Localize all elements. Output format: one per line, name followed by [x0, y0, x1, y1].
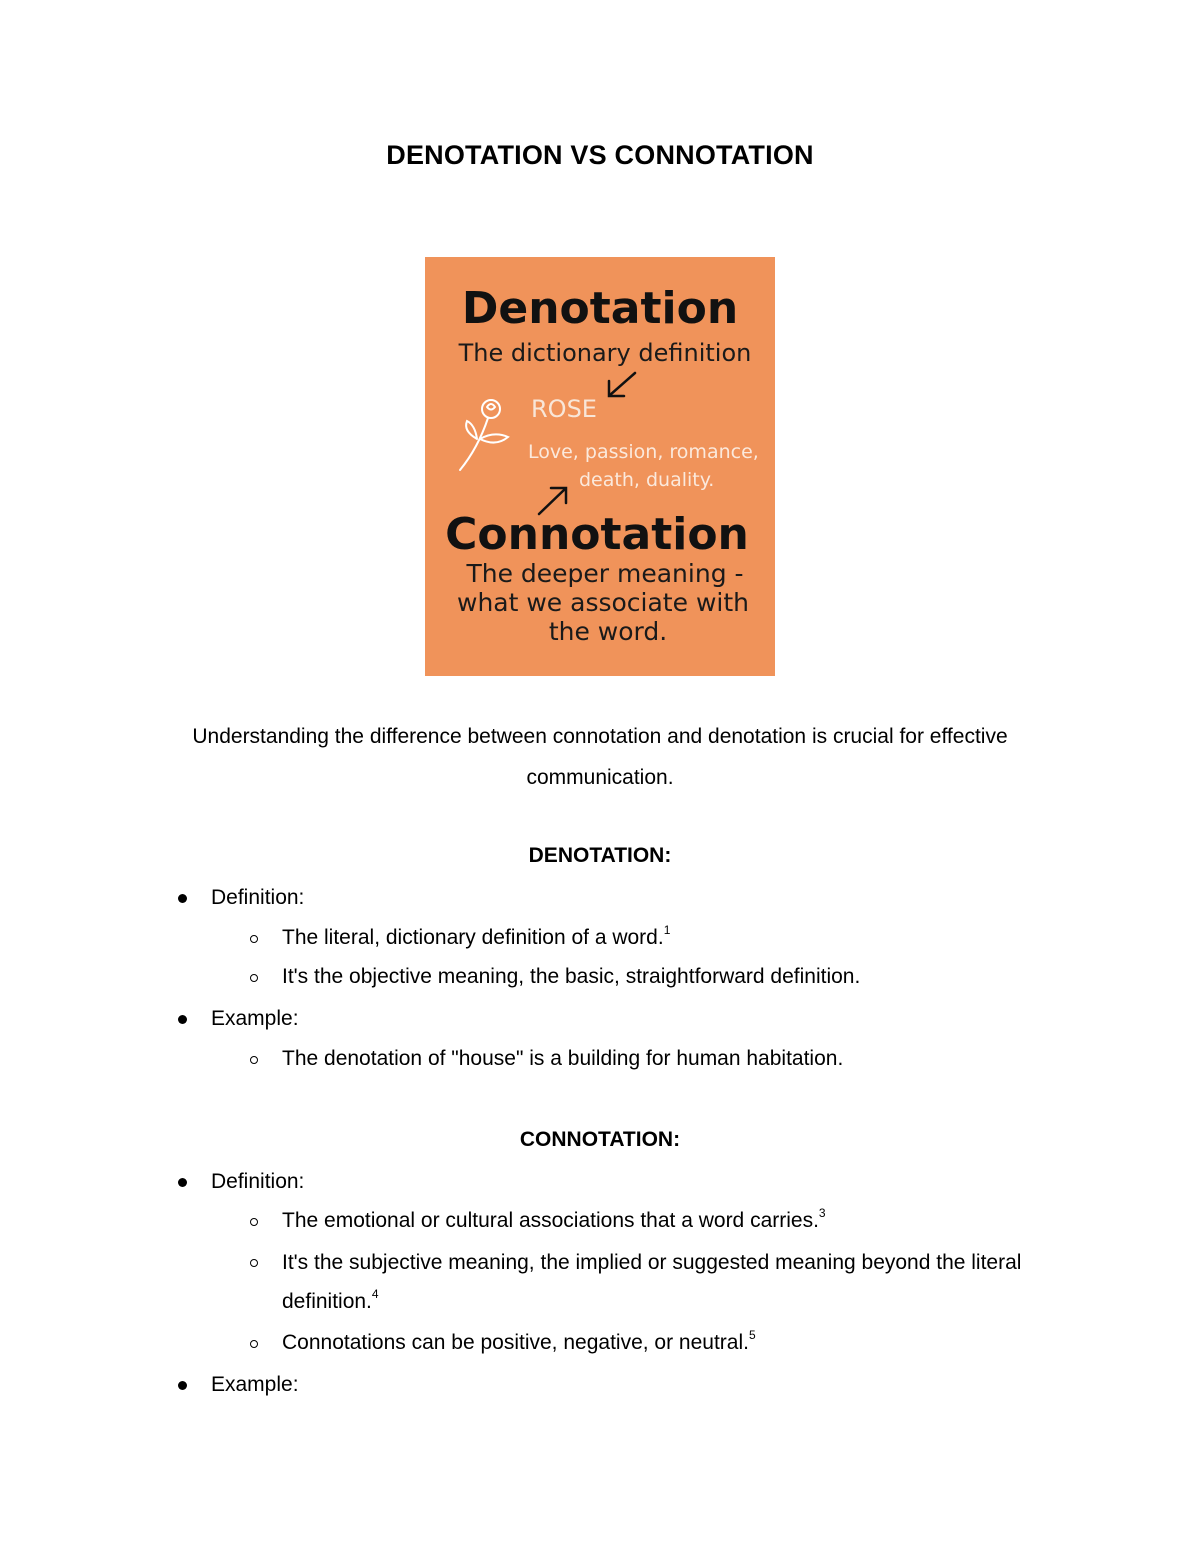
intro-paragraph: Understanding the difference between connotation and denotation is crucial for effective communication.: [192, 725, 1008, 789]
infographic-denotation-heading: Denotation: [461, 283, 739, 334]
infographic-associations-line2: death, duality.: [579, 469, 715, 491]
denotation-def-item: The literal, dictionary definition of a word.$^1$: [282, 923, 671, 949]
connotation-def-item: It's the subjective meaning, the implied or suggested meaning beyond the literal definition.$^4$: [282, 1251, 1022, 1313]
connotation-heading: CONNOTATION:: [519, 1128, 681, 1151]
page-title: DENOTATION VS CONNOTATION: [386, 140, 814, 170]
bullet-icon: [178, 1015, 187, 1024]
infographic-connotation-heading: Connotation: [445, 509, 749, 560]
bullet-icon: [178, 894, 187, 903]
denotation-connotation-infographic: [425, 257, 775, 676]
footnote-ref[interactable]: 1: [663, 923, 671, 937]
connotation-def-item: Connotations can be positive, negative, or neutral.$^5$: [282, 1328, 756, 1354]
connotation-def-item: The emotional or cultural associations that a word carries.$^3$: [282, 1206, 826, 1232]
sub-bullet-icon: [250, 1340, 258, 1348]
infographic-connotation-subtitle-line3: the word.: [548, 617, 668, 646]
sub-bullet-icon: [250, 974, 258, 982]
sub-bullet-icon: [250, 935, 258, 943]
infographic-connotation-subtitle-line2: what we associate with: [457, 588, 749, 617]
footnote-ref[interactable]: 5: [748, 1328, 756, 1342]
denotation-heading: DENOTATION:: [528, 844, 672, 867]
footnote-ref[interactable]: 3: [818, 1206, 826, 1220]
sub-bullet-icon: [250, 1218, 258, 1226]
infographic-denotation-subtitle: The dictionary definition: [458, 339, 752, 367]
denotation-def-item: It's the objective meaning, the basic, straightforward definition.: [282, 965, 861, 988]
infographic-word-rose: ROSE: [531, 395, 597, 423]
sub-bullet-icon: [250, 1056, 258, 1064]
bullet-icon: [178, 1178, 187, 1187]
footnote-ref[interactable]: 4: [371, 1287, 379, 1301]
infographic-associations-line1: Love, passion, romance,: [528, 441, 759, 463]
connotation-example-label: Example:: [211, 1373, 299, 1396]
connotation-definition-label: Definition:: [211, 1170, 305, 1193]
sub-bullet-icon: [250, 1259, 258, 1267]
bullet-icon: [178, 1381, 187, 1390]
infographic-connotation-subtitle-line1: The deeper meaning -: [466, 559, 744, 588]
denotation-definition-label: Definition:: [211, 886, 305, 909]
denotation-example-item: The denotation of "house" is a building for human habitation.: [282, 1047, 844, 1070]
denotation-example-label: Example:: [211, 1007, 299, 1030]
